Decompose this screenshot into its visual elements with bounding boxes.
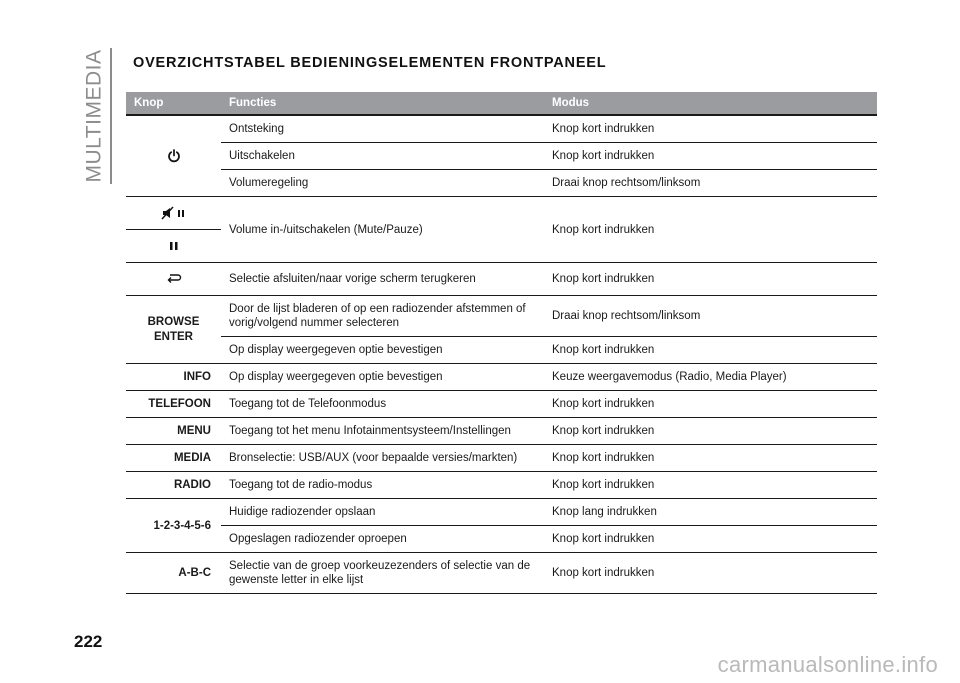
function-cell: Volumeregeling (229, 177, 309, 189)
mode-cell: Knop kort indrukken (552, 479, 655, 491)
mode-cell: Knop lang indrukken (552, 506, 657, 518)
mode-cell: Knop kort indrukken (552, 150, 655, 162)
table-row (126, 418, 877, 445)
back-arrow-icon (166, 273, 182, 285)
function-cell: Opgeslagen radiozender oproepen (229, 533, 407, 545)
header-functies: Functies (221, 92, 544, 115)
table-row (126, 526, 877, 553)
mode-cell: Knop kort indrukken (552, 567, 655, 579)
telefoon-label: TELEFOON (148, 398, 211, 410)
power-button-cell (126, 115, 221, 197)
mode-cell: Draai knop rechtsom/linksom (552, 177, 701, 189)
mode-cell: Knop kort indrukken (552, 344, 655, 356)
controls-table-wrapper (126, 92, 877, 594)
table-row (126, 115, 877, 143)
mode-cell: Knop kort indrukken (552, 273, 655, 285)
mode-cell: Keuze weergavemodus (Radio, Media Player) (552, 371, 787, 383)
function-cell: Uitschakelen (229, 150, 295, 162)
table-row (126, 553, 877, 594)
function-cell: Toegang tot de radio-modus (229, 479, 373, 491)
pause-icon (169, 240, 179, 252)
pause-button-cell (126, 230, 221, 263)
table-row (126, 391, 877, 418)
mode-cell: Draai knop rechtsom/linksom (552, 310, 701, 322)
section-tab (76, 48, 112, 184)
table-row (126, 499, 877, 526)
mode-cell: Knop kort indrukken (552, 123, 655, 135)
function-cell: Toegang tot het menu Infotainmentsysteem/Instellingen (229, 425, 511, 437)
mode-cell: Knop kort indrukken (552, 425, 655, 437)
function-cell: Op display weergegeven optie bevestigen (229, 371, 443, 383)
mute-button-cell (126, 197, 221, 230)
section-label: MULTIMEDIA (82, 49, 106, 183)
table-row (126, 143, 877, 170)
media-label: MEDIA (173, 452, 211, 464)
abc-label: A-B-C (178, 567, 211, 579)
watermark: carmanualsonline.info (717, 652, 938, 677)
function-cell: Bronselectie: USB/AUX (voor bepaalde versies/markten) (229, 452, 518, 464)
function-cell: Volume in-/uitschakelen (Mute/Pauze) (221, 197, 544, 263)
radio-label: RADIO (173, 479, 211, 491)
table-row (126, 296, 877, 337)
function-cell: Toegang tot de Telefoonmodus (229, 398, 387, 410)
table-header (126, 92, 877, 115)
page-title: OVERZICHTSTABEL BEDIENINGSELEMENTEN FRONTPANEEL (133, 55, 607, 71)
info-label: INFO (183, 371, 211, 383)
preset-buttons-label: 1-2-3-4-5-6 (153, 519, 211, 532)
function-cell: Door de lijst bladeren of op een radiozender afstemmen of vorig/volgend nummer selecteren (229, 303, 526, 329)
table-row (126, 263, 877, 296)
section-divider (110, 48, 112, 184)
power-icon (167, 149, 181, 163)
function-cell: Op display weergegeven optie bevestigen (229, 344, 443, 356)
mode-cell: Knop kort indrukken (544, 197, 877, 263)
back-button-cell (126, 263, 221, 296)
table-row (126, 364, 877, 391)
function-cell: Selectie afsluiten/naar vorige scherm terugkeren (229, 273, 476, 285)
function-cell: Huidige radiozender opslaan (229, 506, 376, 518)
browse-enter-label: BROWSE ENTER (147, 315, 200, 343)
header-modus: Modus (544, 92, 877, 115)
menu-label: MENU (177, 425, 211, 437)
mute-pause-icon (161, 206, 187, 220)
table-row (126, 472, 877, 499)
mode-cell: Knop kort indrukken (552, 533, 655, 545)
function-cell: Selectie van de groep voorkeuzezenders of selectie van de gewenste letter in elke lijst (229, 560, 531, 586)
page-number: 222 (74, 632, 103, 651)
controls-table (126, 92, 877, 594)
mode-cell: Knop kort indrukken (552, 398, 655, 410)
mode-cell: Knop kort indrukken (552, 452, 655, 464)
table-row (126, 197, 877, 230)
function-cell: Ontsteking (229, 123, 284, 135)
table-row (126, 170, 877, 197)
table-row (126, 445, 877, 472)
header-knop: Knop (126, 92, 221, 115)
table-row (126, 337, 877, 364)
